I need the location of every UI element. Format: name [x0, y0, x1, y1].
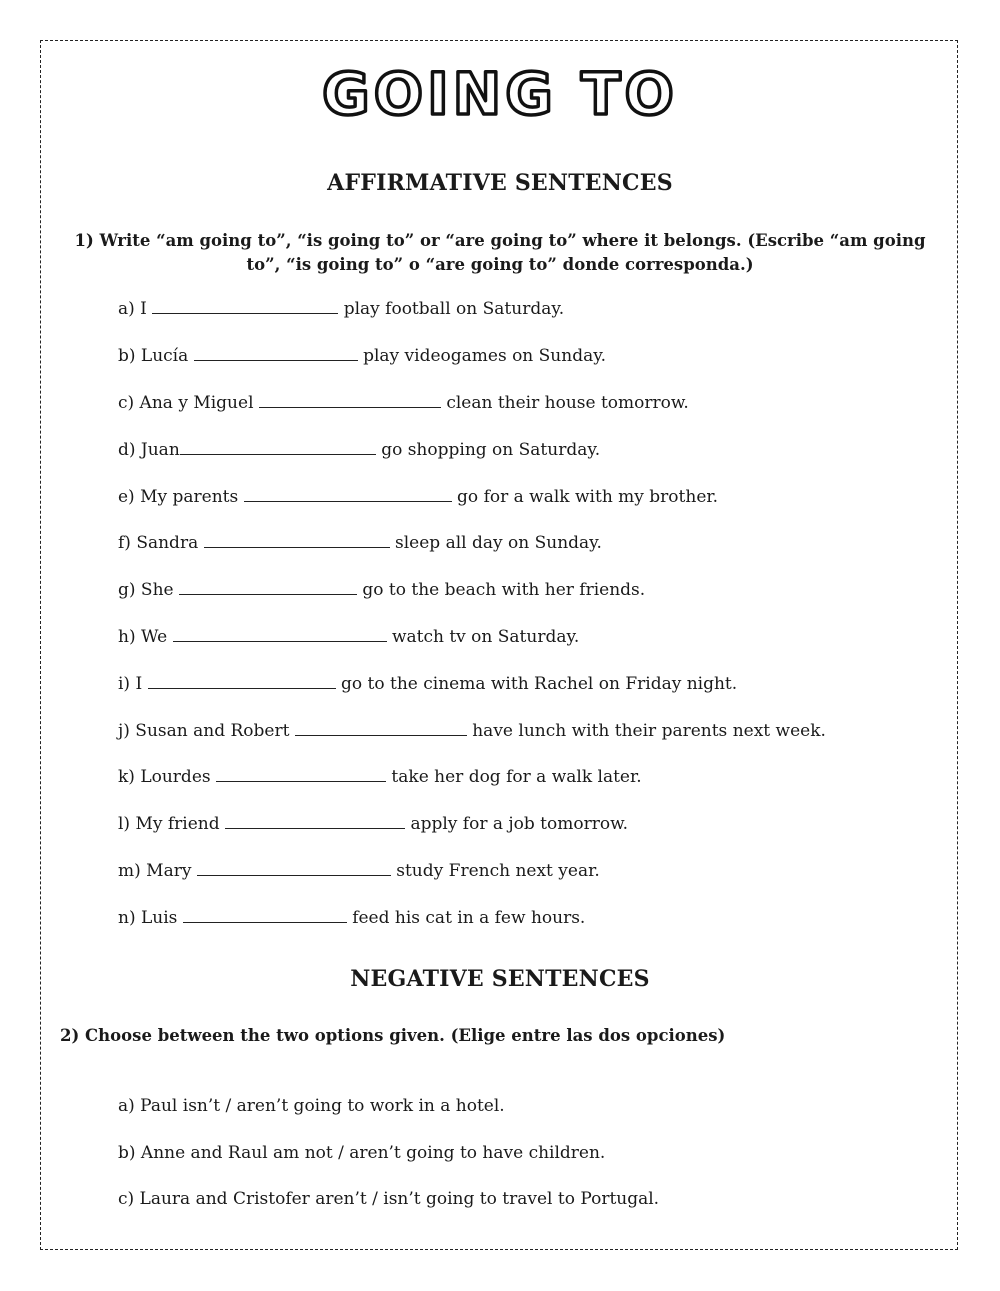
answer-blank[interactable]: [183, 908, 347, 923]
exercise-item: e) My parents go for a walk with my brother.: [118, 487, 719, 507]
answer-blank[interactable]: [295, 721, 467, 736]
exercise-item: j) Susan and Robert have lunch with their parents next week.: [118, 721, 826, 741]
answer-blank[interactable]: [152, 299, 338, 314]
exercise-2-instruction: 2) Choose between the two options given. (Elige entre las dos opciones): [60, 1026, 726, 1045]
exercise-item: n) Luis feed his cat in a few hours.: [118, 908, 586, 928]
choice-item: a) Paul isn’t / aren’t going to work in a hotel.: [118, 1096, 505, 1116]
worksheet-title: [0, 52, 1000, 132]
answer-blank[interactable]: [173, 627, 387, 642]
answer-blank[interactable]: [194, 346, 358, 361]
choice-item: b) Anne and Raul am not / aren’t going to have children.: [118, 1143, 606, 1163]
exercise-item: i) I go to the cinema with Rachel on Friday night.: [118, 674, 738, 694]
exercise-item: l) My friend apply for a job tomorrow.: [118, 814, 629, 834]
exercise-item: g) She go to the beach with her friends.: [118, 580, 646, 600]
bubble-title-art: [322, 52, 678, 132]
answer-blank[interactable]: [244, 487, 452, 502]
exercise-item: m) Mary study French next year.: [118, 861, 600, 881]
answer-blank[interactable]: [259, 393, 441, 408]
exercise-item: a) I play football on Saturday.: [118, 299, 565, 319]
answer-blank[interactable]: [216, 767, 386, 782]
exercise-item: k) Lourdes take her dog for a walk later.: [118, 767, 642, 787]
answer-blank[interactable]: [225, 814, 405, 829]
exercise-item: f) Sandra sleep all day on Sunday.: [118, 533, 602, 553]
affirmative-heading: AFFIRMATIVE SENTENCES: [327, 170, 673, 196]
exercise-item: b) Lucía play videogames on Sunday.: [118, 346, 606, 366]
exercise-item: c) Ana y Miguel clean their house tomorrow.: [118, 393, 689, 413]
answer-blank[interactable]: [148, 674, 336, 689]
choice-item: c) Laura and Cristofer aren’t / isn’t going to travel to Portugal.: [118, 1189, 660, 1209]
negative-heading: NEGATIVE SENTENCES: [350, 966, 650, 992]
title-text: GOING TO: [322, 60, 678, 128]
answer-blank[interactable]: [197, 861, 391, 876]
answer-blank[interactable]: [179, 580, 357, 595]
exercise-item: h) We watch tv on Saturday.: [118, 627, 580, 647]
exercise-item: d) Juan go shopping on Saturday.: [118, 440, 601, 460]
answer-blank[interactable]: [180, 440, 376, 455]
answer-blank[interactable]: [204, 533, 390, 548]
exercise-1-instruction: 1) Write “am going to”, “is going to” or “are going to” where it belongs. (Escribe “am going to”, “is going to” o “are going to” donde corresponda.): [74, 231, 926, 274]
